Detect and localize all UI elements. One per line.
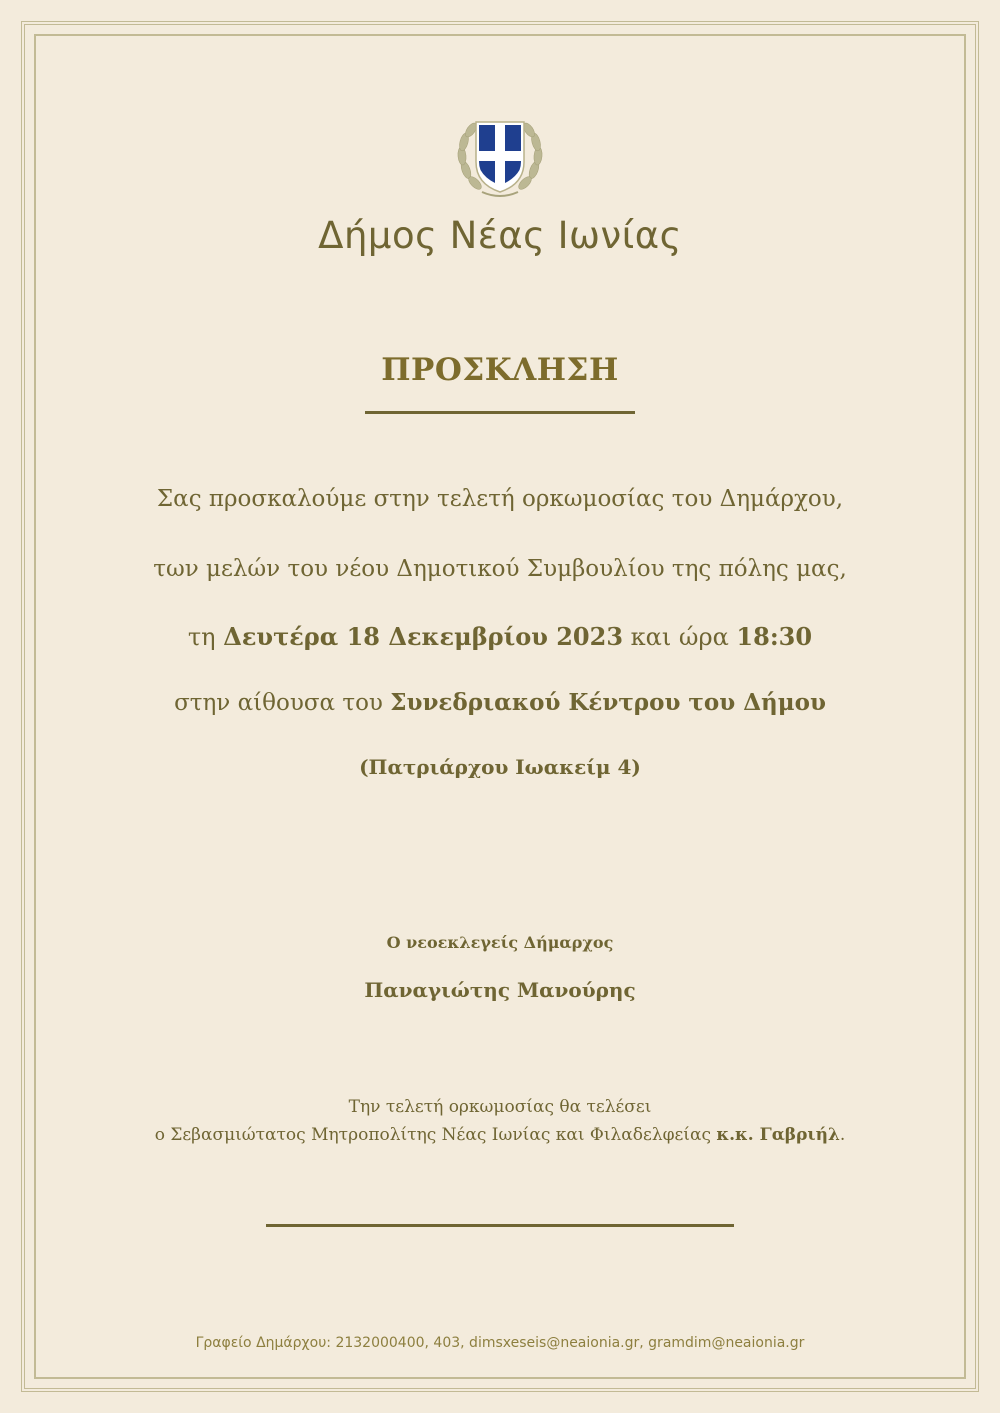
- note-text: ο Σεβασμιώτατος Μητροπολίτης Νέας Ιωνίας και Φιλαδελφείας: [154, 1125, 717, 1145]
- time-prefix: και ώρα: [623, 623, 737, 651]
- invitation-line-2: των μελών του νέου Δημοτικού Συμβουλίου της πόλης μας,: [153, 556, 847, 582]
- invitation-date-line: [0, 622, 1000, 651]
- venue-address: (Πατριάρχου Ιωακείμ 4): [359, 755, 641, 779]
- title-divider: [365, 411, 635, 414]
- date-prefix: τη: [187, 623, 224, 651]
- bottom-divider: [266, 1224, 734, 1227]
- signature-name: Παναγιώτης Μανούρης: [364, 978, 636, 1002]
- invitation-venue-line: [0, 689, 1000, 716]
- municipality-name: Δήμος Νέας Ιωνίας: [318, 214, 682, 257]
- metropolitan-name: κ.κ. Γαβριήλ: [716, 1125, 840, 1145]
- invitation-title: ΠΡΟΣΚΛΗΣΗ: [381, 352, 619, 388]
- venue-prefix: στην αίθουσα του: [174, 690, 391, 716]
- signature-role: Ο νεοεκλεγείς Δήμαρχος: [386, 933, 614, 952]
- event-venue: Συνεδριακού Κέντρου του Δήμου: [390, 689, 826, 716]
- ceremony-note-line-2: [0, 1125, 1000, 1145]
- greek-cross-shield-with-laurel-wreath-icon: [452, 108, 548, 204]
- note-period: .: [839, 1125, 846, 1145]
- event-date: Δευτέρα 18 Δεκεμβρίου 2023: [223, 622, 624, 651]
- ceremony-note-line-1: Την τελετή ορκωμοσίας θα τελέσει: [348, 1097, 652, 1117]
- invitation-line-1: Σας προσκαλούμε στην τελετή ορκωμοσίας του Δημάρχου,: [156, 486, 844, 512]
- event-time: 18:30: [736, 622, 813, 651]
- contact-footer: Γραφείο Δημάρχου: 2132000400, 403, dimsxeseis@neaionia.gr, gramdim@neaionia.gr: [195, 1335, 805, 1351]
